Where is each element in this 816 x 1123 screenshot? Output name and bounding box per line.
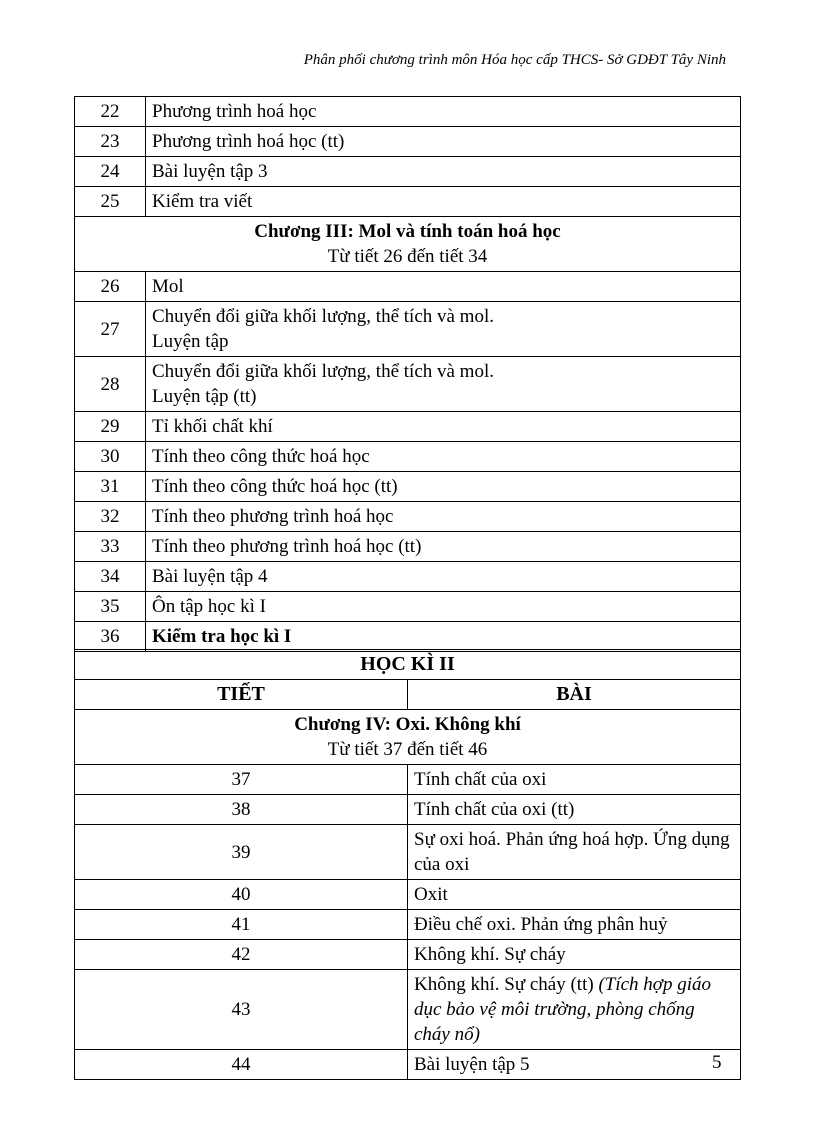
lesson-line: Bài luyện tập 3 — [152, 161, 268, 182]
table-row — [75, 765, 741, 795]
lesson-line: Ôn tập học kì I — [152, 596, 266, 617]
lesson-title — [146, 562, 741, 592]
lesson-line: Tỉ khối chất khí — [152, 416, 273, 437]
period-number: 43 — [75, 970, 408, 1050]
period-number: 44 — [75, 1050, 408, 1080]
period-number: 25 — [75, 187, 146, 217]
column-header-row — [75, 680, 741, 710]
period-number: 35 — [75, 592, 146, 622]
lesson-title — [408, 940, 741, 970]
lesson-line: Luyện tập (tt) — [152, 386, 257, 407]
lesson-line: Chuyển đổi giữa khối lượng, thể tích và mol. — [152, 306, 494, 327]
lesson-note: (Tích hợp giáo dục bảo vệ môi trường, phòng chống cháy nổ) — [414, 974, 711, 1045]
lesson-line: Chuyển đổi giữa khối lượng, thể tích và mol. — [152, 361, 494, 382]
period-number: 32 — [75, 502, 146, 532]
period-number: 36 — [75, 622, 146, 652]
lesson-line: Mol — [152, 276, 184, 297]
table-row — [75, 592, 741, 622]
lesson-line: Phương trình hoá học — [152, 101, 317, 122]
table-row — [75, 302, 741, 357]
lesson-title — [408, 880, 741, 910]
col-header-period: TIẾT — [75, 680, 408, 710]
lesson-line: Kiểm tra viết — [152, 191, 253, 212]
lesson-title — [146, 442, 741, 472]
period-number: 42 — [75, 940, 408, 970]
lesson-line: Sự oxi hoá. Phản ứng hoá hợp. Ứng dụng của oxi — [414, 829, 730, 875]
lesson-title — [408, 795, 741, 825]
page-header: Phân phối chương trình môn Hóa học cấp THCS- Sở GDĐT Tây Ninh — [303, 52, 726, 68]
period-number: 27 — [75, 302, 146, 357]
lesson-line: Luyện tập — [152, 331, 229, 352]
table-row — [75, 880, 741, 910]
period-number: 30 — [75, 442, 146, 472]
page-number: 5 — [712, 1052, 722, 1073]
period-number: 34 — [75, 562, 146, 592]
period-number: 28 — [75, 357, 146, 412]
lesson-title — [146, 532, 741, 562]
table-row — [75, 97, 741, 127]
table-row — [75, 502, 741, 532]
period-number: 24 — [75, 157, 146, 187]
table-row — [75, 825, 741, 880]
lesson-title — [408, 825, 741, 880]
col-header-lesson: BÀI — [408, 680, 741, 710]
lesson-title — [146, 272, 741, 302]
chapter-range: Từ tiết 37 đến tiết 46 — [327, 739, 488, 760]
period-number: 22 — [75, 97, 146, 127]
lesson-title — [408, 970, 741, 1050]
period-number: 37 — [75, 765, 408, 795]
table-row — [75, 970, 741, 1050]
lesson-line: Bài luyện tập 4 — [152, 566, 268, 587]
lesson-title — [146, 97, 741, 127]
lesson-title — [146, 357, 741, 412]
lesson-title — [146, 157, 741, 187]
lesson-title — [146, 592, 741, 622]
table-row — [75, 442, 741, 472]
lesson-line: Tính theo phương trình hoá học — [152, 506, 394, 527]
semester-row — [75, 650, 741, 680]
period-number: 39 — [75, 825, 408, 880]
lesson-title: Kiểm tra học kì I — [146, 622, 741, 652]
chapter-row — [75, 217, 741, 272]
table-row — [75, 940, 741, 970]
table-row — [75, 562, 741, 592]
lesson-title — [408, 765, 741, 795]
curriculum-table-semester-2 — [74, 649, 741, 1080]
table-row — [75, 472, 741, 502]
lesson-title — [146, 502, 741, 532]
period-number: 29 — [75, 412, 146, 442]
lesson-title — [146, 302, 741, 357]
chapter-row — [75, 710, 741, 765]
table-row — [75, 910, 741, 940]
semester-title: HỌC KÌ II — [75, 650, 741, 680]
period-number: 23 — [75, 127, 146, 157]
chapter-title: Chương IV: Oxi. Không khí — [294, 714, 521, 735]
table-row — [75, 272, 741, 302]
period-number: 33 — [75, 532, 146, 562]
lesson-line: Phương trình hoá học (tt) — [152, 131, 345, 152]
lesson-title — [146, 127, 741, 157]
period-number: 41 — [75, 910, 408, 940]
table-row — [75, 622, 741, 652]
period-number: 26 — [75, 272, 146, 302]
lesson-title: Bài luyện tập 5 — [408, 1050, 741, 1080]
chapter-range: Từ tiết 26 đến tiết 34 — [327, 246, 488, 267]
lesson-line: Điều chế oxi. Phản ứng phân huỷ — [414, 914, 668, 935]
lesson-text: Không khí. Sự cháy (tt) — [414, 974, 599, 995]
table-row — [75, 412, 741, 442]
lesson-title — [146, 187, 741, 217]
table-row — [75, 357, 741, 412]
chapter-title: Chương III: Mol và tính toán hoá học — [254, 221, 561, 242]
lesson-title — [146, 472, 741, 502]
table-row — [75, 187, 741, 217]
period-number: 38 — [75, 795, 408, 825]
table-row — [75, 127, 741, 157]
table-row — [75, 532, 741, 562]
lesson-line: Tính chất của oxi (tt) — [414, 799, 575, 820]
lesson-line: Oxit — [414, 884, 448, 905]
table-row — [75, 1050, 741, 1080]
curriculum-table-semester-1 — [74, 96, 741, 652]
table-row — [75, 795, 741, 825]
lesson-line: Tính chất của oxi — [414, 769, 547, 790]
lesson-line: Tính theo công thức hoá học — [152, 446, 370, 467]
table-row — [75, 157, 741, 187]
lesson-line: Không khí. Sự cháy — [414, 944, 566, 965]
lesson-title — [408, 910, 741, 940]
lesson-line: Tính theo công thức hoá học (tt) — [152, 476, 398, 497]
period-number: 31 — [75, 472, 146, 502]
lesson-title — [146, 412, 741, 442]
lesson-line: Tính theo phương trình hoá học (tt) — [152, 536, 422, 557]
period-number: 40 — [75, 880, 408, 910]
